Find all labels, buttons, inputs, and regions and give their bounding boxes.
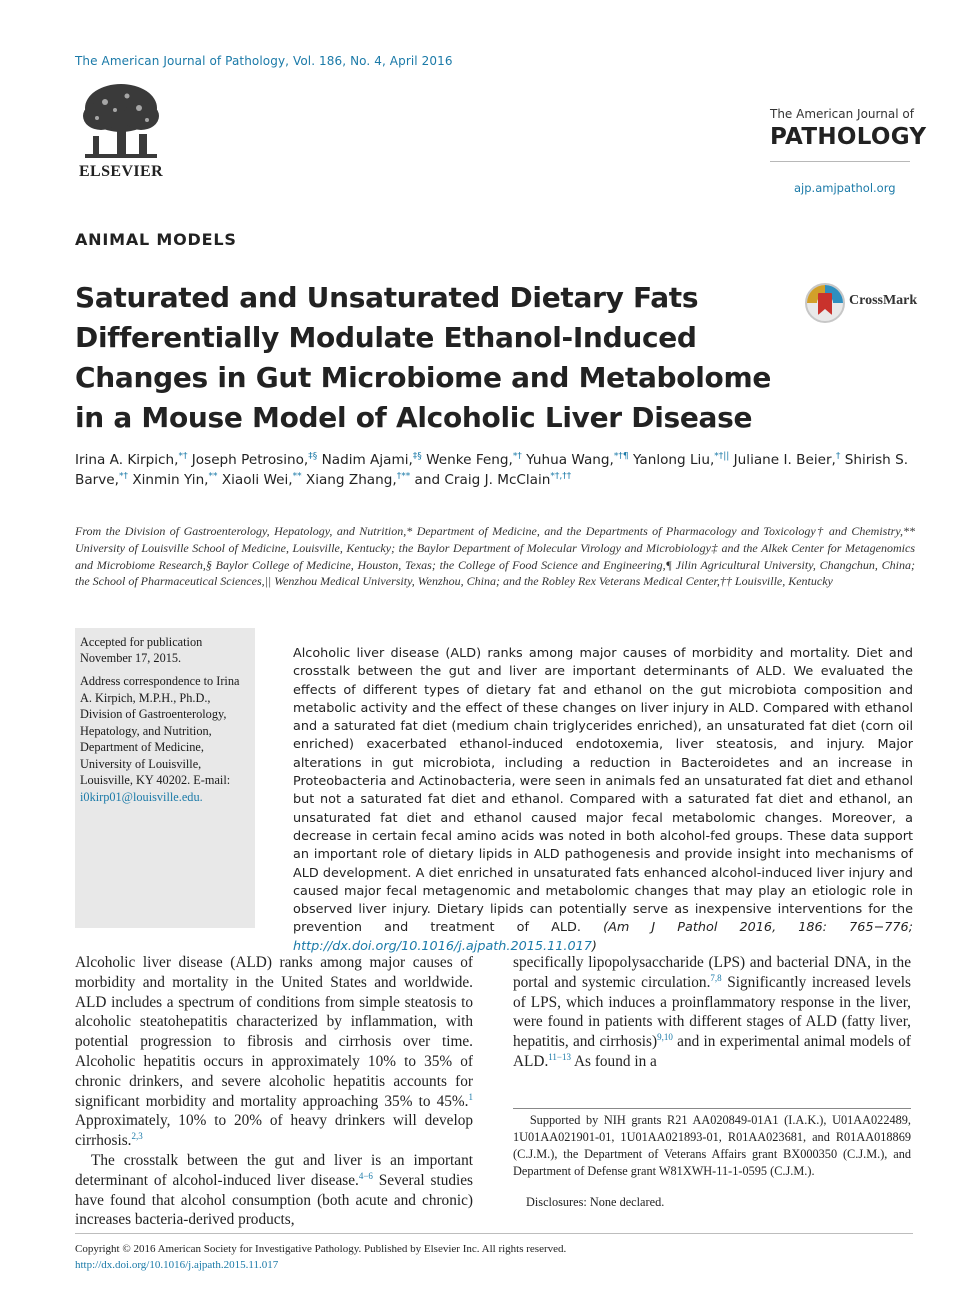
crossmark-label[interactable]: CrossMark [849, 293, 918, 308]
author: Xiaoli Wei,** [221, 471, 302, 488]
reference-link[interactable]: 7,8 [710, 972, 722, 983]
journal-name-small: The American Journal of [770, 107, 914, 121]
author: Joseph Petrosino,‡§ [191, 451, 318, 468]
author: Nadim Ajami,‡§ [321, 451, 422, 468]
footer-divider [75, 1233, 913, 1234]
reference-link[interactable]: 1 [468, 1091, 473, 1102]
author: Juliane I. Beier,† [733, 451, 841, 468]
author-list [75, 450, 915, 490]
affiliations: From the Division of Gastroenterology, Hepatology, and Nutrition,* Department of Medicine, and the Departments of Pharmacology and Toxicology† and Chemistry,** University of Louisville School of Medicine, Louisville, Kentucky; the Baylor Department of Molecular Virology and Microbiology‡ and the Alkek Center for Metagenomics and Microbiome Research,§ Baylor College of Medicine, Houston, Texas; the College of Food Science and Engineering,¶ Jilin Agricultural University, Changchun, China; the School of Pharmaceutical Sciences,|| Wenzhou Medical University, Wenzhou, China; and the Robley Rex Veterans Medical Center,†† Louisville, Kentucky [75, 524, 915, 589]
journal-name-large: PATHOLOGY [770, 124, 927, 150]
disclosures-footnote: Disclosures: None declared. [526, 1195, 665, 1209]
author: Wenke Feng,*† [426, 451, 522, 468]
correspondence-text: Address correspondence to Irina A. Kirpich, M.P.H., Ph.D., Division of Gastroenterology, Hepatology, and Nutrition, Department of Medicine, University of Louisville, Louisville, KY 40202. [80, 674, 240, 787]
journal-divider [770, 161, 910, 162]
accepted-label: Accepted for publication [80, 635, 203, 649]
footnote-divider [513, 1108, 911, 1109]
footer-doi-link[interactable]: http://dx.doi.org/10.1016/j.ajpath.2015.11.017 [75, 1259, 279, 1271]
author: Shirish S. Barve,*† [75, 452, 909, 488]
reference-link[interactable]: 4−6 [358, 1170, 373, 1181]
accepted-date: November 17, 2015. [80, 651, 182, 665]
body-paragraph: Alcoholic liver disease (ALD) ranks among major causes of morbidity and mortality in the United States and worldwide. ALD includes a spectrum of conditions from simple steatosis to alcoholic steatohepatitis characterized by inflammation, with potential progression to fibrosis and cirrhosis over time. Alcoholic hepatitis occurs in approximately 10% to 35% of chronic drinkers, and severe alcoholic hepatitis accounts for significant morbidity and mortality approaching 35% to 45%.$^1$ Approximately, 10% to 20% of heavy drinkers will develop cirrhosis.$^{2,3}$ [75, 954, 473, 1150]
abstract [293, 645, 913, 956]
body-column-left [75, 953, 473, 1230]
email-label: E-mail: [193, 773, 231, 787]
body-paragraph: The crosstalk between the gut and liver is an important determinant of alcohol-induced liver disease.$^{4-6}$ Several studies have found that alcohol consumption (both acute and chronic) increases bacteria-derived products, [75, 1151, 473, 1229]
body-paragraph: specifically lipopolysaccharide (LPS) and bacterial DNA, in the portal and systemic circulation.$^{7,8}$ Significantly increased levels of LPS, which induces a proinflammatory response in the liver, were found in patients with different stages of ALD (fatty liver, hepatitis, and cirrhosis)$^{9,10}$ and in experimental animal models of ALD.$^{11-13}$ As found in a [513, 954, 911, 1070]
author: and Craig J. McClain*†,†† [414, 471, 572, 488]
author: Irina A. Kirpich,*† [75, 451, 188, 468]
article-title: Saturated and Unsaturated Dietary Fats Differentially Modulate Ethanol-Induced Changes in Gut Microbiome and Metabolome in a Mouse Model of Alcoholic Liver Disease [75, 281, 772, 434]
section-label: ANIMAL MODELS [75, 230, 237, 249]
reference-link[interactable]: 9,10 [657, 1032, 673, 1043]
email-link[interactable]: i0kirp01@louisville.edu. [80, 789, 203, 804]
publisher-name: ELSEVIER [78, 163, 164, 180]
author: Yanlong Liu,*†|| [632, 451, 730, 468]
funding-footnote: Supported by NIH grants R21 AA020849-01A1 (I.A.K.), U01AA022489, 1U01AA021901-01, 1U01AA021893-01, R01AA023681, and R01AA018869 (C.J.M.), the Department of Veterans Affairs grant BX000350 (C.J.M.), and Department of Defense grant W81XWH-11-1-0595 (C.J.M.). [513, 1113, 911, 1178]
abstract-citation: (Am J Pathol 2016, 186: 765−776; http://dx.doi.org/10.1016/j.ajpath.2015.11.017) [293, 920, 913, 954]
reference-link[interactable]: 2,3 [131, 1131, 143, 1142]
body-column-right [513, 953, 911, 1072]
journal-reference: The American Journal of Pathology, Vol. 186, No. 4, April 2016 [75, 54, 453, 68]
reference-link[interactable]: 11−13 [548, 1051, 572, 1062]
author: Yuhua Wang,*†¶ [526, 451, 629, 468]
abstract-doi-link[interactable]: http://dx.doi.org/10.1016/j.ajpath.2015.11.017 [293, 938, 592, 954]
abstract-text: Alcoholic liver disease (ALD) ranks among major causes of morbidity and mortality. Diet and crosstalk between the gut and liver are important determinants of ALD. We evaluated the effects of different types of dietary fat and ethanol on the gut microbiota composition and metabolic activity and the effect of these changes on liver injury in ALD. Compared with ethanol and a saturated fat diet (medium chain triglycerides enriched), an unsaturated fat diet (corn oil enriched) exacerbated ethanol-induced endotoxemia, liver steatosis, and injury. Major alterations in gut microbiota, including a reduction in Bacteroidetes and an increase in Proteobacteria and Actinobacteria, were seen in animals fed an unsaturated fat diet and ethanol but not a saturated fat diet and ethanol. Compared with a saturated fat diet and ethanol, an unsaturated fat diet and ethanol caused major fecal metabolomic changes. Moreover, a decrease in certain fecal amino acids was noted in both alcohol-fed groups. These data support an important role of dietary lipids in ALD pathogenesis and provide insight into mechanisms of ALD development. A diet enriched in unsaturated fats enhanced alcohol-induced liver injury and caused major fecal metagenomic and metabolomic changes that may play an etiologic role in observed liver injury. Dietary lipids can potentially serve as inexpensive interventions for the prevention and treatment of ALD. [293, 646, 913, 936]
correspondence-address [80, 673, 250, 805]
author: Xiang Zhang,†** [305, 471, 411, 488]
author: Xinmin Yin,** [132, 471, 218, 488]
copyright-notice: Copyright © 2016 American Society for Investigative Pathology. Published by Elsevier Inc. All rights reserved. [75, 1243, 567, 1255]
journal-url-link[interactable]: ajp.amjpathol.org [794, 181, 896, 195]
